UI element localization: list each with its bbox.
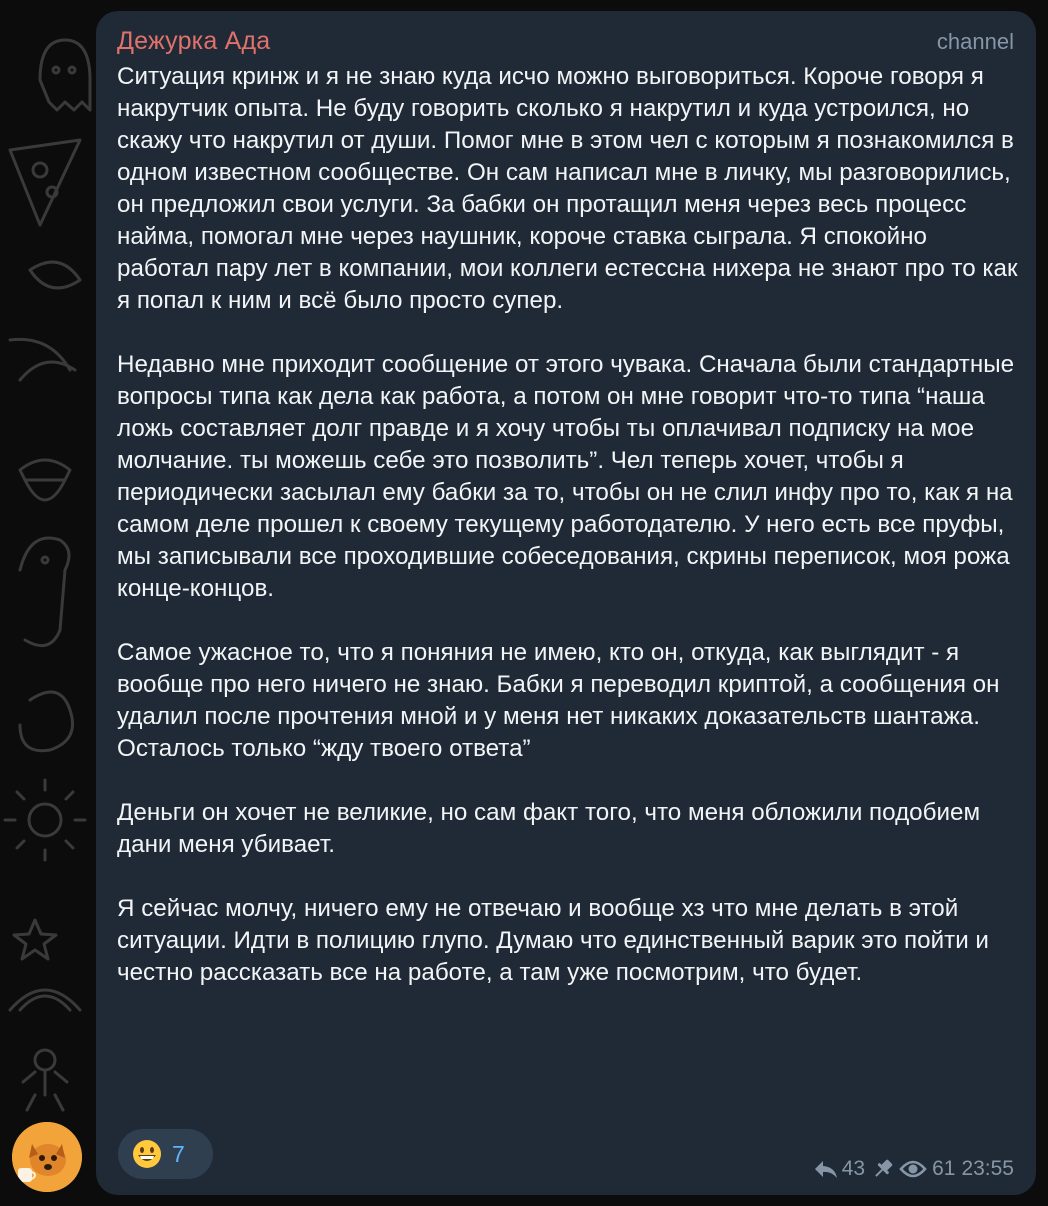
message-paragraph: Самое ужасное то, что я поняния не имею, кто он, откуда, как выглядит - я вообще про него ничего не знаю. Бабки я переводил криптой, а сообщения он удалил после прочтения мной и у меня нет никаких доказательств шантажа. Осталось только “жду твоего ответа” [117, 639, 1000, 762]
message-paragraph: Я сейчас молчу, ничего ему не отвечаю и вообще хз что мне делать в этой ситуации. Идти в полицию глупо. Думаю что единственный варик это пойти и честно рассказать все на работе, а там уже посмотрим, что будет. [117, 895, 989, 986]
reaction-count: 7 [172, 1140, 185, 1167]
dog-icon [12, 1122, 82, 1192]
grinning-face-icon [132, 1139, 162, 1169]
message-time: 23:55 [961, 1157, 1014, 1180]
message-text [117, 61, 1022, 989]
views-eye-icon [899, 1159, 927, 1179]
reaction-chip[interactable] [118, 1129, 213, 1179]
forward-icon [813, 1158, 839, 1180]
message-paragraph: Недавно мне приходит сообщение от этого чувака. Сначала были стандартные вопросы типа как дела как работа, а потом он мне говорит что-то типа “наша ложь составляет долг правде и я хочу чтобы ты оплачивал подписку на мое молчание. ты можешь себе это позволить”. Чел теперь хочет, чтобы я периодически засылал ему бабки за то, чтобы он не слил инфу про то, как я на самом деле прошел к своему текущему работодателю. У него есть все пруфы, мы записывали все проходившие собеседования, скрины переписок, моя рожа конце-концов. [117, 351, 1015, 602]
channel-avatar[interactable] [12, 1122, 82, 1192]
sender-name[interactable]: Дежурка Ада [117, 27, 271, 55]
message-paragraph: Деньги он хочет не великие, но сам факт того, что меня обложили подобием дани меня убивает. [117, 799, 981, 858]
channel-tag: channel [936, 29, 1014, 54]
message-paragraph: Ситуация кринж и я не знаю куда исчо можно выговориться. Короче говоря я накрутчик опыта. Не буду говорить сколько я накрутил и куда устроился, но скажу что накрутил от души. Помог мне в этом чел с которым я познакомился в одном известном сообществе. Он сам написал мне в личку, мы разговорились, он предложил свои услуги. За бабки он протащил меня через весь процесс найма, помогал мне через наушник, короче ставка сыграла. Я спокойно работал пару лет в компании, мои коллеги естессна нихера не знают про то как я попал к ним и всё было просто супер. [117, 63, 1018, 314]
views-count: 61 [932, 1157, 956, 1180]
message-meta [813, 1154, 1014, 1184]
forward-count: 43 [841, 1157, 866, 1180]
message-bubble[interactable] [96, 11, 1036, 1195]
pin-icon [870, 1157, 896, 1181]
